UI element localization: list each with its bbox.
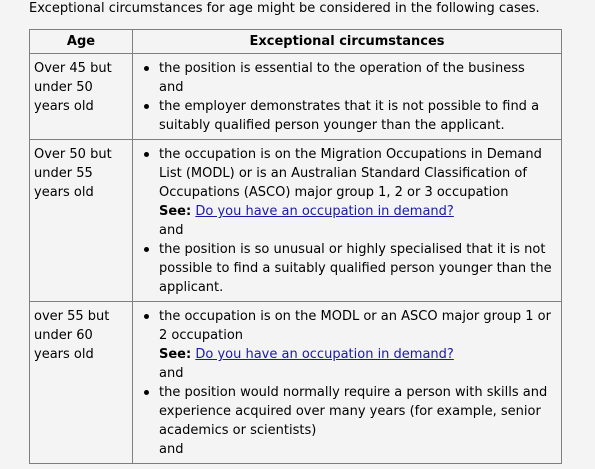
- age-line: years old: [34, 185, 94, 200]
- see-label: See:: [159, 204, 192, 219]
- see-reference: [137, 345, 557, 364]
- age-line: years old: [34, 347, 94, 362]
- occupation-in-demand-link[interactable]: Do you have an occupation in demand?: [195, 204, 454, 219]
- table-header-row: [30, 30, 562, 54]
- see-label: See:: [159, 347, 192, 362]
- age-line: under 55: [34, 166, 93, 181]
- age-line: under 60: [34, 328, 93, 343]
- age-line: Over 50 but: [34, 147, 112, 162]
- intro-text: Exceptional circumstances for age might be considered in the following cases.: [29, 1, 540, 16]
- occupation-in-demand-link[interactable]: Do you have an occupation in demand?: [195, 347, 454, 362]
- age-line: years old: [34, 99, 94, 114]
- see-reference: [137, 202, 557, 221]
- list-item: the employer demonstrates that it is not possible to find a suitably qualified person younger than the applicant.: [137, 97, 557, 135]
- circumstances-list: [137, 97, 557, 135]
- circumstances-list: [137, 59, 557, 78]
- circumstances-cell: [133, 140, 562, 302]
- list-item: the position is essential to the operation of the business: [137, 59, 557, 78]
- exceptional-circumstances-table: [29, 29, 562, 464]
- table-row: [30, 54, 562, 140]
- circumstances-list: [137, 307, 557, 345]
- list-item: the occupation is on the Migration Occupations in Demand List (MODL) or is an Australian Standard Classification of Occupations (ASCO) major group 1, 2 or 3 occupation: [137, 145, 557, 202]
- table-row: [30, 140, 562, 302]
- age-line: Over 45 but: [34, 61, 112, 76]
- circumstances-cell: [133, 302, 562, 464]
- age-line: over 55 but: [34, 309, 110, 324]
- age-cell: [30, 302, 133, 464]
- and-text: and: [159, 223, 184, 238]
- age-cell: [30, 54, 133, 140]
- age-cell: [30, 140, 133, 302]
- circumstances-cell: [133, 54, 562, 140]
- and-text: and: [159, 80, 184, 95]
- list-item: the occupation is on the MODL or an ASCO major group 1 or 2 occupation: [137, 307, 557, 345]
- circumstances-list: [137, 383, 557, 440]
- circumstances-list: [137, 145, 557, 202]
- age-line: under 50: [34, 80, 93, 95]
- column-header-age: Age: [30, 30, 133, 54]
- list-item: the position is so unusual or highly specialised that it is not possible to find a suitably qualified person younger than the applicant.: [137, 240, 557, 297]
- and-text: and: [159, 442, 184, 457]
- column-header-circumstances: Exceptional circumstances: [133, 30, 562, 54]
- list-item: the position would normally require a person with skills and experience acquired over many years (for example, senior academics or scientists): [137, 383, 557, 440]
- and-text: and: [159, 366, 184, 381]
- circumstances-list: [137, 240, 557, 297]
- table-row: [30, 302, 562, 464]
